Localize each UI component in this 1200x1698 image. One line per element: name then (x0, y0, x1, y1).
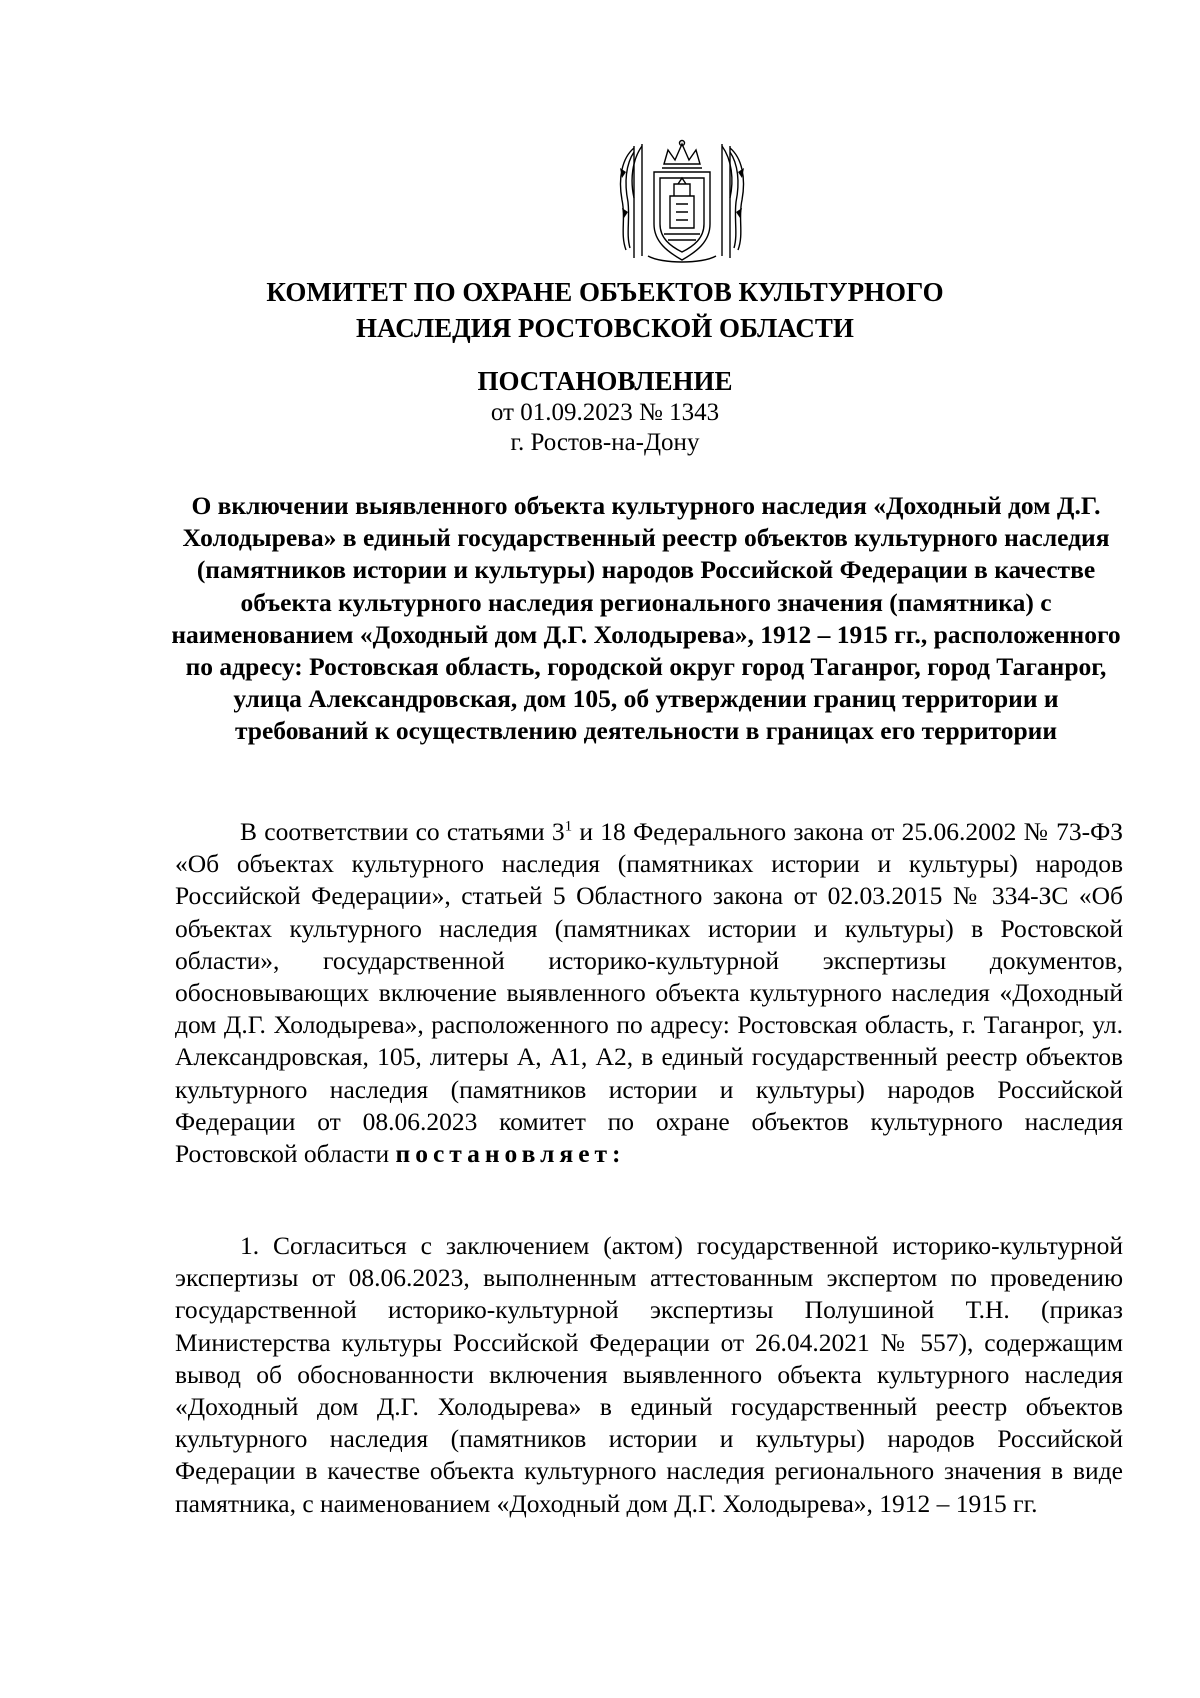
committee-name (150, 274, 1060, 346)
committee-name-line2: НАСЛЕДИЯ РОСТОВСКОЙ ОБЛАСТИ (356, 313, 854, 343)
document-city: г. Ростов-на-Дону (510, 429, 700, 456)
article-superscript: 1 (564, 818, 573, 835)
document-date-number: от 01.09.2023 № 1343 (490, 399, 720, 426)
preamble-paragraph (175, 816, 1123, 1170)
document-type: ПОСТАНОВЛЕНИЕ (477, 366, 733, 396)
document-subject: О включении выявленного объекта культурного наследия «Доходный дом Д.Г. Холодырева» в единый государственный реестр объектов культурного наследия (памятников истории и культуры) народов Российской Федерации в качестве объекта культурного наследия регионального значения (памятника) с наименованием «Доходный дом Д.Г. Холодырева», 1912 – 1915 гг., расположенного по адресу: Ростовская область, городской округ город Таганрог, город Таганрог, улица Александровская, дом 105, об утверждении границ территории и требований к осуществлению деятельности в границах его территории (171, 491, 1121, 746)
decree-item-1: 1. Согласиться с заключением (актом) государственной историко-культурной экспертизы от 08.06.2023, выполненным аттестованным экспертом по проведению государственной историко-культурной экспертизы Полушиной Т.Н. (приказ Министерства культуры Российской Федерации от 26.04.2021 № 557), содержащим вывод об обоснованности включения выявленного объекта культурного наследия «Доходный дом Д.Г. Холодырева» в единый государственный реестр объектов культурного наследия (памятников истории и культуры) народов Российской Федерации в качестве объекта культурного наследия регионального значения в виде памятника, с наименованием «Доходный дом Д.Г. Холодырева», 1912 – 1915 гг. (175, 1231, 1123, 1518)
committee-name-line1: КОМИТЕТ ПО ОХРАНЕ ОБЪЕКТОВ КУЛЬТУРНОГО (266, 277, 944, 307)
rostov-oblast-coat-of-arms-icon (612, 138, 752, 268)
preamble-text-main: и 18 Федерального закона от 25.06.2002 № 73-ФЗ «Об объектах культурного наследия (памятниках истории и культуры) народов Российской Федерации», статьей 5 Областного закона от 02.03.2015 № 334-ЗС «Об объектах культурного наследия (памятниках истории и культуры) в Ростовской области», государственной историко-культурной экспертизы документов, обосновывающих включение выявленного объекта культурного наследия «Доходный дом Д.Г. Холодырева», расположенного по адресу: Ростовская область, г. Таганрог, ул. Александровская, 105, литеры А, А1, А2, в единый государственный реестр объектов культурного наследия (памятников истории и культуры) народов Российской Федерации от 08.06.2023 комитет по охране объектов культурного наследия Ростовской области (175, 817, 1123, 1169)
decree-word: постановляет: (395, 1139, 626, 1169)
preamble-text-start: В соответствии со статьями 3 (240, 817, 565, 846)
